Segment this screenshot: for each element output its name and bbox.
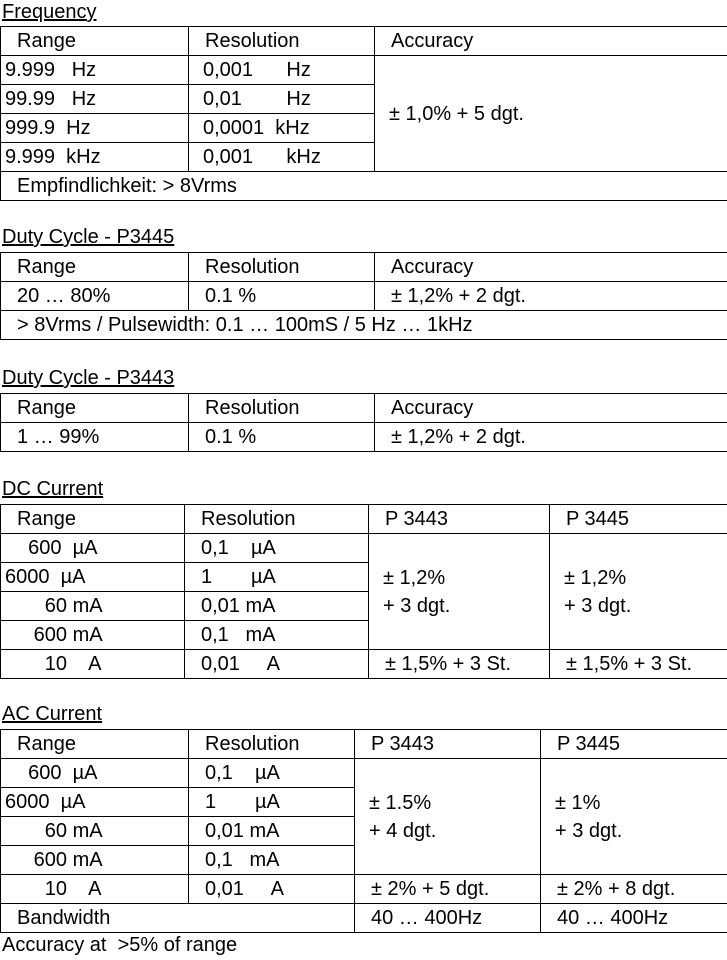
header-accuracy: Accuracy (375, 253, 727, 282)
table-header-row (1, 505, 727, 534)
resolution-cell: 0,1 mA (185, 621, 369, 650)
p3445-accuracy-line: + 3 dgt. (555, 819, 623, 842)
header-p3445: P 3445 (550, 505, 727, 534)
p3443-accuracy-line: ± 1.5% (369, 791, 432, 814)
resolution-cell: 0,1 µA (189, 759, 355, 788)
range-cell: 60 mA (1, 592, 185, 621)
range-cell: 999.9 Hz (1, 114, 189, 143)
dc-current-title: DC Current (2, 478, 104, 500)
table-row (1, 423, 727, 452)
duty-p3445-table (0, 252, 727, 340)
range-cell: 9.999 Hz (1, 56, 189, 85)
range-cell: 600 µA (1, 759, 189, 788)
p3445-accuracy-line: + 3 dgt. (564, 594, 632, 617)
table-row (1, 759, 727, 788)
p3445-10a-cell: ± 2% + 8 dgt. (541, 875, 727, 904)
duty-p3445-title: Duty Cycle - P3445 (2, 226, 175, 248)
header-p3445: P 3445 (541, 730, 727, 759)
table-row (1, 56, 727, 85)
header-resolution: Resolution (189, 27, 375, 56)
p3445-accuracy-cell (541, 759, 727, 875)
resolution-cell: 0.1 % (189, 282, 375, 311)
ac-current-table (0, 729, 727, 933)
range-cell: 10 A (1, 875, 189, 904)
header-range: Range (1, 730, 189, 759)
header-resolution: Resolution (185, 505, 369, 534)
table-header-row (1, 394, 727, 423)
p3445-accuracy-line: ± 1% (555, 791, 601, 814)
dc-current-table (0, 504, 727, 679)
p3443-10a-cell: ± 2% + 5 dgt. (355, 875, 541, 904)
table-header-row (1, 27, 727, 56)
resolution-cell: 0,01 mA (185, 592, 369, 621)
p3443-10a-cell: ± 1,5% + 3 St. (369, 650, 550, 679)
table-header-row (1, 253, 727, 282)
table-footer-row (1, 172, 727, 201)
p3445-accuracy-cell (550, 534, 727, 650)
range-cell: 99.99 Hz (1, 85, 189, 114)
duty-p3445-footer: > 8Vrms / Pulsewidth: 0.1 … 100mS / 5 Hz … 1kHz (1, 311, 727, 340)
header-resolution: Resolution (189, 730, 355, 759)
p3445-10a-cell: ± 1,5% + 3 St. (550, 650, 727, 679)
resolution-cell: 0,01 A (189, 875, 355, 904)
duty-p3443-title: Duty Cycle - P3443 (2, 367, 175, 389)
resolution-cell: 0,01 mA (189, 817, 355, 846)
p3443-accuracy-cell (369, 534, 550, 650)
header-range: Range (1, 505, 185, 534)
resolution-cell: 0,01 A (185, 650, 369, 679)
table-footer-row (1, 311, 727, 340)
resolution-cell: 0,0001 kHz (189, 114, 375, 143)
range-cell: 600 mA (1, 846, 189, 875)
range-cell: 6000 µA (1, 788, 189, 817)
table-row (1, 282, 727, 311)
footnote: Accuracy at >5% of range (2, 934, 238, 956)
p3445-bandwidth-cell: 40 … 400Hz (541, 904, 727, 933)
ac-current-title: AC Current (2, 703, 103, 725)
header-p3443: P 3443 (355, 730, 541, 759)
resolution-cell: 0,001 Hz (189, 56, 375, 85)
range-cell: 600 µA (1, 534, 185, 563)
header-resolution: Resolution (189, 253, 375, 282)
table-header-row (1, 730, 727, 759)
frequency-title: Frequency (2, 1, 97, 23)
resolution-cell: 0.1 % (189, 423, 375, 452)
resolution-cell: 1 µA (189, 788, 355, 817)
frequency-footer: Empfindlichkeit: > 8Vrms (1, 172, 727, 201)
bandwidth-label: Bandwidth (1, 904, 355, 933)
table-row (1, 875, 727, 904)
range-cell: 10 A (1, 650, 185, 679)
header-range: Range (1, 27, 189, 56)
p3443-accuracy-cell (355, 759, 541, 875)
accuracy-cell: ± 1,2% + 2 dgt. (375, 282, 727, 311)
header-resolution: Resolution (189, 394, 375, 423)
p3443-bandwidth-cell: 40 … 400Hz (355, 904, 541, 933)
p3443-accuracy-line: + 4 dgt. (369, 819, 437, 842)
header-p3443: P 3443 (369, 505, 550, 534)
resolution-cell: 0,001 kHz (189, 143, 375, 172)
range-cell: 6000 µA (1, 563, 185, 592)
p3443-accuracy-line: + 3 dgt. (383, 594, 451, 617)
resolution-cell: 0,1 mA (189, 846, 355, 875)
p3443-accuracy-line: ± 1,2% (383, 566, 446, 589)
accuracy-cell: ± 1,2% + 2 dgt. (375, 423, 727, 452)
accuracy-cell: ± 1,0% + 5 dgt. (375, 56, 727, 172)
frequency-table (0, 26, 727, 201)
range-cell: 9.999 kHz (1, 143, 189, 172)
table-row (1, 534, 727, 563)
range-cell: 60 mA (1, 817, 189, 846)
table-row (1, 650, 727, 679)
p3445-accuracy-line: ± 1,2% (564, 566, 627, 589)
duty-p3443-table (0, 393, 727, 452)
range-cell: 600 mA (1, 621, 185, 650)
header-accuracy: Accuracy (375, 394, 727, 423)
header-accuracy: Accuracy (375, 27, 727, 56)
header-range: Range (1, 394, 189, 423)
range-cell: 1 … 99% (1, 423, 189, 452)
resolution-cell: 1 µA (185, 563, 369, 592)
resolution-cell: 0,01 Hz (189, 85, 375, 114)
bandwidth-row (1, 904, 727, 933)
resolution-cell: 0,1 µA (185, 534, 369, 563)
range-cell: 20 … 80% (1, 282, 189, 311)
header-range: Range (1, 253, 189, 282)
